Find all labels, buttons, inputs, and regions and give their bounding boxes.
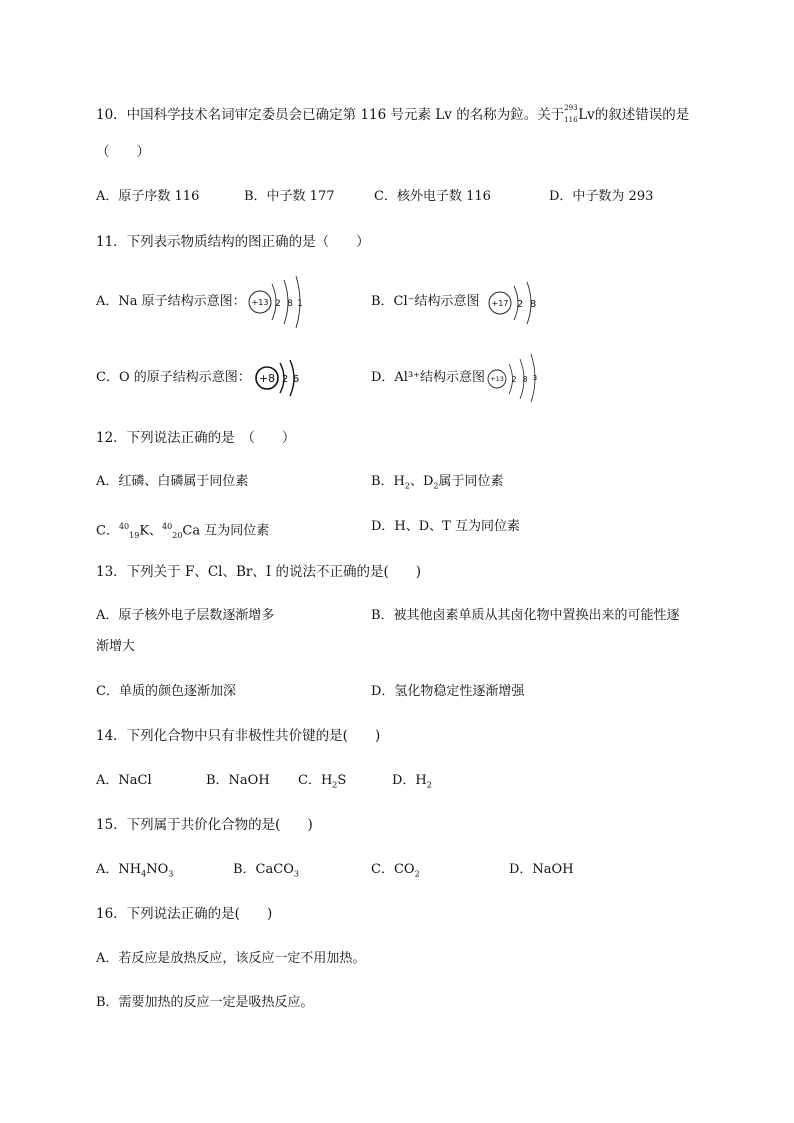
q13-option-b-line2: 渐增大 bbox=[96, 639, 136, 654]
al-shell-2: 8 bbox=[522, 375, 528, 384]
q16-stem: 16．下列说法正确的是( ) bbox=[96, 906, 273, 922]
q12-option-b: B．$H_2$、$D_2$属于同位素 bbox=[371, 474, 504, 491]
na-shell-2: 8 bbox=[287, 299, 293, 309]
cl-nucleus-charge: +17 bbox=[491, 299, 509, 308]
lv-symbol: Lv bbox=[578, 107, 595, 123]
q13-option-a: A．原子核外电子层数逐渐增多 bbox=[96, 608, 275, 623]
q11-option-a-label: A．Na 原子结构示意图： bbox=[96, 294, 246, 309]
q12-option-c: C．$^{40}_{19}$K、$^{40}_{20}$Ca 互为同位素 bbox=[96, 522, 270, 540]
q14-option-b: B．NaOH bbox=[206, 773, 270, 788]
q15-option-a: A．$NH_4NO_3$ bbox=[96, 862, 174, 879]
q11-option-d-label: D．Al³⁺结构示意图 bbox=[371, 370, 486, 385]
o-shell-1: 2 bbox=[281, 374, 289, 385]
lv-nuclide bbox=[564, 106, 578, 124]
q12-option-d: D．H、D、T 互为同位素 bbox=[371, 519, 520, 534]
q10-option-d: D．中子数为 293 bbox=[549, 189, 654, 204]
q13-stem: 13．下列关于 F、Cl、Br、I 的说法不正确的是( ) bbox=[96, 564, 422, 580]
q12-option-a: A．红磷、白磷属于同位素 bbox=[96, 474, 249, 489]
al-nucleus-charge: +13 bbox=[490, 375, 504, 383]
al-shell-1: 2 bbox=[511, 375, 517, 384]
q12-stem: 12．下列说法正确的是 （ ） bbox=[96, 430, 296, 446]
q16-option-a: A．若反应是放热反应，该反应一定不用加热。 bbox=[96, 951, 366, 966]
na-shell-1: 2 bbox=[275, 299, 281, 309]
q10-paren: （ ） bbox=[96, 144, 150, 160]
q13-option-b-line1: B．被其他卤素单质从其卤化物中置换出来的可能性逐 bbox=[371, 608, 680, 623]
na-nucleus-charge: +13 bbox=[251, 298, 269, 307]
q14-option-a: A．NaCl bbox=[96, 773, 152, 788]
na-atom-diagram bbox=[246, 276, 310, 328]
q16-option-b: B．需要加热的反应一定是吸热反应。 bbox=[96, 995, 314, 1010]
q10-text-a: 10．中国科学技术名词审定委员会已确定第 116 号元素 Lv 的名称为鉝。关于 bbox=[96, 107, 565, 123]
q15-stem: 15．下列属于共价化合物的是( ) bbox=[96, 817, 313, 833]
lv-atomic-number: 116 bbox=[564, 116, 578, 124]
o-atom-diagram bbox=[254, 358, 304, 398]
cl-shell-2: 8 bbox=[529, 299, 537, 310]
q14-option-d: D．$H_2$ bbox=[392, 773, 432, 790]
al-shell-3: 3 bbox=[532, 374, 538, 382]
cl-ion-diagram bbox=[487, 280, 539, 326]
q11-option-c-label: C．O 的原子结构示意图： bbox=[96, 370, 251, 385]
q14-option-c: C．$H_2S$ bbox=[298, 773, 347, 790]
o-shell-2: 6 bbox=[292, 374, 300, 385]
q10-option-c: C．核外电子数 116 bbox=[374, 189, 491, 204]
q14-stem: 14．下列化合物中只有非极性共价键的是( ) bbox=[96, 728, 381, 744]
cl-shell-1: 2 bbox=[516, 299, 524, 310]
q15-option-b: B．CaCO$_3$ bbox=[233, 862, 299, 879]
lv-mass-number: 293 bbox=[564, 104, 578, 112]
q10-stem bbox=[96, 106, 689, 124]
o-nucleus-charge: +8 bbox=[258, 372, 276, 385]
q13-option-d: D．氢化物稳定性逐渐增强 bbox=[371, 684, 525, 699]
q15-option-d: D．NaOH bbox=[509, 862, 574, 877]
na-shell-3: 1 bbox=[297, 299, 303, 309]
al-ion-diagram bbox=[486, 354, 542, 402]
q10-option-a: A．原子序数 116 bbox=[96, 189, 200, 204]
q11-stem: 11．下列表示物质结构的图正确的是（ ） bbox=[96, 234, 370, 250]
q10-option-b: B．中子数 177 bbox=[244, 189, 335, 204]
q11-option-b-label: B．Cl⁻结构示意图 bbox=[371, 294, 480, 309]
q13-option-c: C．单质的颜色逐渐加深 bbox=[96, 684, 236, 699]
q10-text-b: 的叙述错误的是 bbox=[594, 107, 690, 123]
q15-option-c: C．$CO_2$ bbox=[371, 862, 420, 879]
